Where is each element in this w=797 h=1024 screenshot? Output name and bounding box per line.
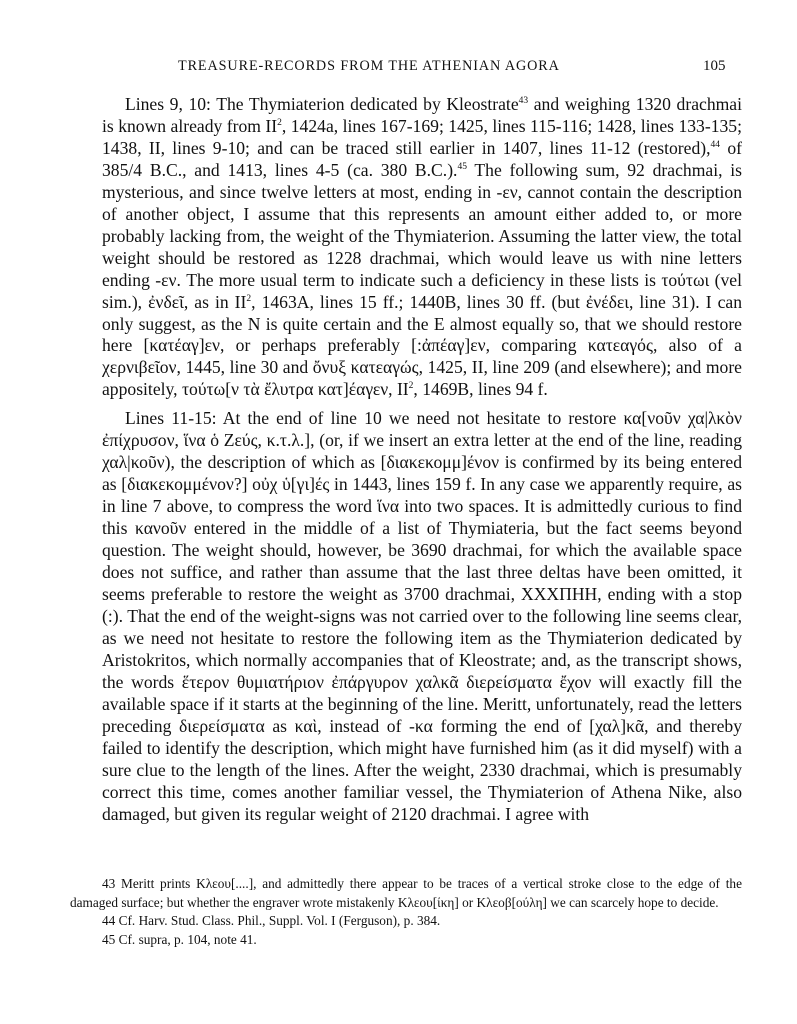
paragraph-lines-11-15: Lines 11-15: At the end of line 10 we need not hesitate to restore κα[νοῦν χα|λκὸν ἐπίχρυσον, ἵνα ὁ Ζεύς, κ.τ.λ.], (or, if we insert an extra letter at the end of the line, reading χαλ|κοῦν), the description of which as [διακεκομμ]ένον is confirmed by its being entered as [διακεκομμένον?] οὐχ ὑ[γι]ές in 1443, lines 159 f. In any case we apparently require, as in line 7 above, to compress the word ἵνα into two spaces. It is admittedly curious to find this κανοῦν entered in the middle of a list of Thymiateria, but the fact seems beyond question. The weight should, however, be 3690 drachmai, for which the available space does not suffice, and rather than assume that the last three deltas have been omitted, it seems preferable to restore the weight as 3700 drachmai, XXXΠHH, ending with a stop (:). That the end of the weight-signs was not carried over to the following line seems clear, as we need not hesitate to restore the following item as the Thymiaterion dedicated by Aristokritos, which normally accompanies that of Kleostrate; and, as the transcript shows, the words ἕτερον θυμιατήριον ἐπάργυρον χαλκᾶ διερείσματα ἔχον will exactly fill the available space if it starts at the beginning of the line. Meritt, unfortunately, read the letters preceding διερείσματα as καὶ, instead of -κα forming the end of [χαλ]κᾶ, and thereby failed to identify the description, which might have furnished him (as it did myself) with a sure clue to the length of the lines. After the weight, 2330 drachmai, which is presumably correct this time, comes another familiar vessel, the Thymiaterion of Athena Nike, also damaged, but given its regular weight of 2120 drachmai. I agree with bbox=[102, 408, 742, 824]
superscript-2: 2 bbox=[408, 381, 414, 392]
superscript-2: 2 bbox=[277, 117, 282, 128]
footnote-ref-44[interactable]: 44 bbox=[710, 139, 721, 150]
footnotes bbox=[70, 875, 742, 950]
footnote-ref-45[interactable]: 45 bbox=[457, 161, 467, 172]
superscript-2: 2 bbox=[246, 293, 252, 304]
running-header bbox=[0, 58, 797, 80]
paragraph-lines-9-10: Lines 9, 10: The Thymiaterion dedicated by Kleostrate$^{43}$ and weighing 1320 drachmai is known already from II$^2$, 1424a, lines 167-169; 1425, lines 115-116; 1428, lines 133-135; 1438, II, lines 9-10; and can be traced still earlier in 1407, lines 11-12 (restored),$^{44}$ of 385/4 B.C., and 1413, lines 4-5 (ca. 380 B.C.).$^{45}$ The following sum, 92 drachmai, is mysterious, and since twelve letters at most, ending in -εν, cannot contain the description of another object, I assume that this represents an amount either added to, or more probably lacking from, the weight of the Thymiaterion. Assuming the latter view, the total weight should be restored as 1228 drachmai, which would leave us with nine letters ending -εν. The more usual term to indicate such a deficiency in these lists is τούτωι (vel sim.), ἐνδεῖ, as in II$^2$, 1463A, lines 15 ff.; 1440B, lines 30 ff. (but ἐνέδει, line 31). I can only suggest, as the N is quite certain and the E almost equally so, that we should restore here [κατέαγ]εν, or perhaps preferably [:ἀπέαγ]εν, comparing κατεαγός, also of a χερνιβεῖον, 1445, line 30 and ὄνυξ κατεαγώς, 1425, II, line 209 (and elsewhere); and more appositely, τούτω[ν τὰ ἔλυτρα κατ]έαγεν, II$^2$, 1469B, lines 94 f. bbox=[102, 94, 742, 400]
footnote-44: 44 Cf. Harv. Stud. Class. Phil., Suppl. Vol. I (Ferguson), p. 384. bbox=[102, 913, 441, 929]
footnote-45: 45 Cf. supra, p. 104, note 41. bbox=[102, 932, 257, 948]
page-number: 105 bbox=[703, 58, 726, 74]
footnote-43: 43 Meritt prints Κλεου[....], and admittedly there appear to be traces of a vertical stroke close to the edge of the damaged surface; but whether the engraver wrote mistakenly Κλεου[ίκη] or Κλεοβ[ούλη] we can scarcely hope to decide. bbox=[70, 876, 742, 910]
running-title: TREASURE-RECORDS FROM THE ATHENIAN AGORA bbox=[178, 58, 560, 74]
body-text bbox=[102, 94, 742, 825]
footnote-ref-43[interactable]: 43 bbox=[518, 96, 529, 106]
